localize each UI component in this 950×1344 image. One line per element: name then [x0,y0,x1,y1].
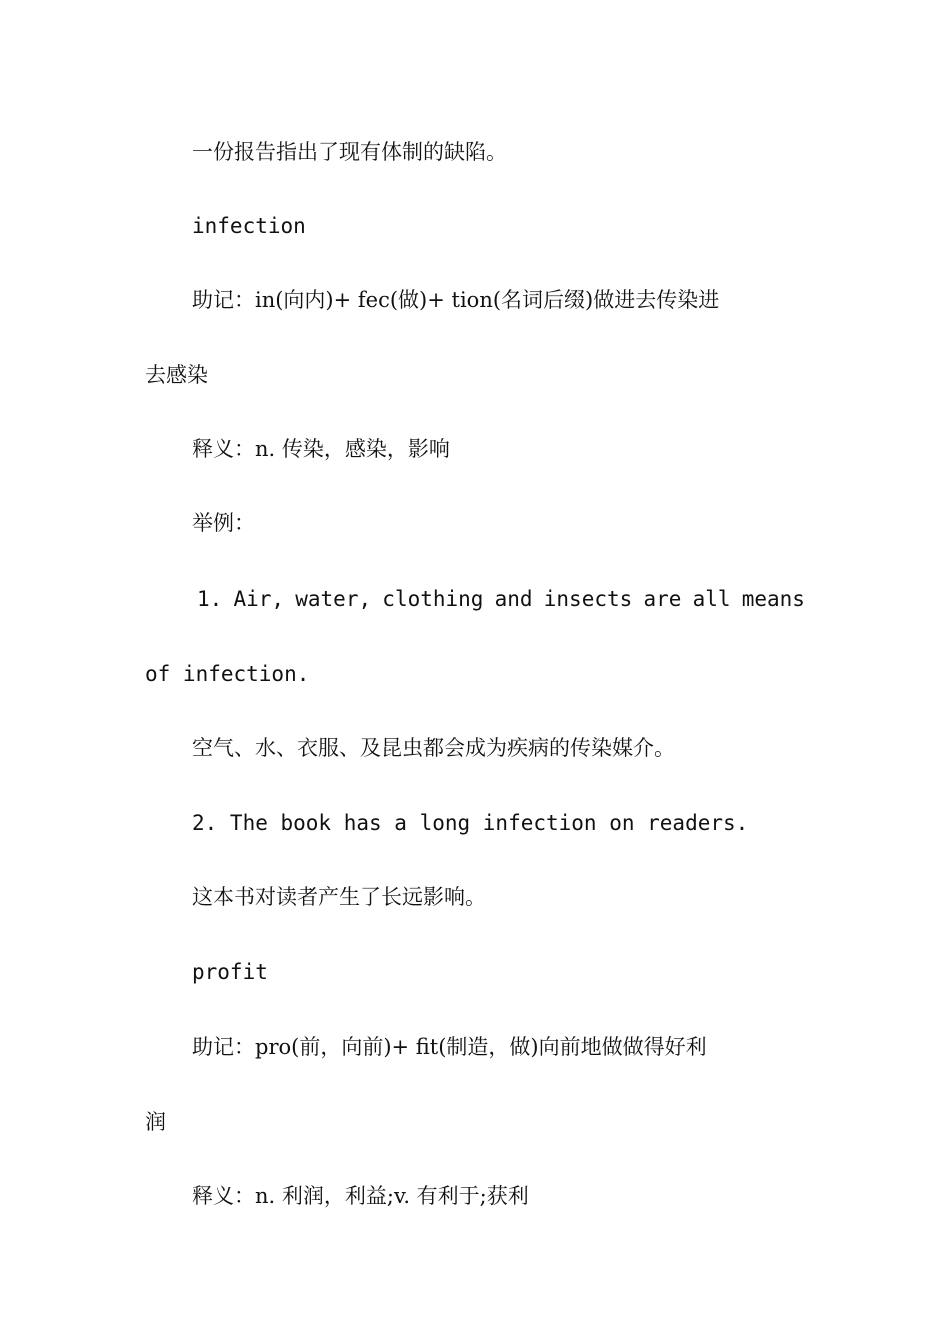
headword-infection: infection [192,214,306,238]
example-1-translation: 空气、水、衣服、及昆虫都会成为疾病的传染媒介。 [192,736,675,760]
example-2-translation: 这本书对读者产生了长远影响。 [192,885,486,909]
example-1-english-line2: of infection. [145,662,310,686]
example-1-word: are [643,587,682,611]
definition-profit: 释义：n. 利润，利益;v. 有利于;获利 [192,1184,529,1208]
example-1-word: Air, [233,587,285,611]
example-1-english-line1 [197,584,805,614]
example-1-word: 1. [197,587,223,611]
example-1-word: and [494,587,533,611]
mnemonic-profit-line1: 助记：pro(前，向前)+ fit(制造，做)向前地做做得好利 [192,1035,707,1059]
mnemonic-infection-line2: 去感染 [145,363,208,387]
example-1-word: water, [295,587,372,611]
example-1-word: all [692,587,731,611]
example-2-english: 2. The book has a long infection on readers. [192,811,749,835]
examples-label: 举例： [192,511,255,535]
example-1-word: clothing [382,587,484,611]
mnemonic-infection-line1: 助记：in(向内)+ fec(做)+ tion(名词后缀)做进去传染进 [192,288,720,312]
mnemonic-profit-line2: 润 [145,1110,166,1134]
definition-infection: 释义：n. 传染，感染，影响 [192,437,450,461]
example-1-word: insects [543,587,633,611]
example-1-word: means [741,587,805,611]
sentence-translation: 一份报告指出了现有体制的缺陷。 [192,140,507,164]
headword-profit: profit [192,960,268,984]
